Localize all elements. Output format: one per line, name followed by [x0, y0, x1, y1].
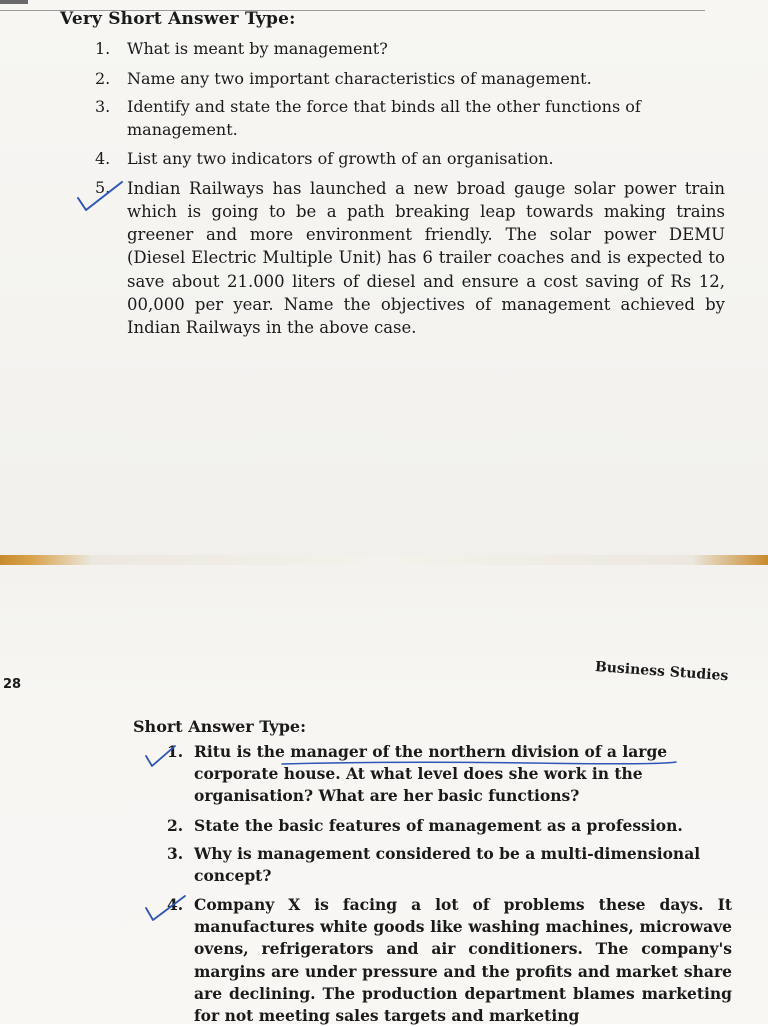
question-number: 3. — [167, 844, 184, 863]
question-list-short — [167, 741, 732, 1027]
question-item — [167, 894, 732, 1027]
question-number: 1. — [167, 742, 184, 761]
question-text: List any two indicators of growth of an organisation. — [127, 149, 554, 168]
section-heading-short: Short Answer Type: — [133, 717, 306, 736]
question-text: Name any two important characteristics of management. — [127, 68, 592, 88]
question-item — [167, 815, 732, 837]
question-number: 5. — [95, 177, 111, 197]
page-number: 28 — [3, 677, 22, 692]
question-text: Identify and state the force that binds all the other functions of management. — [127, 97, 641, 139]
question-text: Why is management considered to be a multi-dimensional concept? — [194, 844, 701, 885]
question-number: 1. — [95, 39, 111, 58]
question-item — [95, 96, 725, 141]
question-number: 2. — [167, 816, 184, 835]
question-item — [167, 843, 732, 887]
question-list-very-short — [95, 38, 725, 340]
question-item — [95, 68, 725, 91]
question-item — [167, 741, 732, 807]
question-item — [95, 148, 725, 171]
question-number: 4. — [95, 149, 111, 168]
section-heading-very-short: Very Short Answer Type: — [60, 9, 296, 29]
question-number: 2. — [95, 68, 111, 88]
running-head: Business Studies — [594, 659, 729, 685]
question-item — [95, 177, 725, 340]
question-text: Ritu is the manager of the northern division of a large corporate house. At what level does she work in the organisation? What are her basic functions? — [194, 742, 668, 805]
corner-mark — [0, 0, 28, 4]
question-item — [95, 38, 725, 61]
question-text: What is meant by management? — [127, 39, 388, 58]
question-text: State the basic features of management as a profession. — [194, 816, 683, 835]
question-number: 4. — [167, 895, 184, 914]
question-text: Indian Railways has launched a new broad gauge solar power train which is going to be a path breaking leap towards making trains greener and more environment friendly. The solar power DEMU (Diesel Electric Multiple Unit) has 6 trailer coaches and is expected to save about 21.000 liters of diesel and ensure a cost saving of Rs 12, 00,000 per year. Name the objectives of management achieved by Indian Railways in the above case. — [127, 178, 725, 338]
question-number: 3. — [95, 97, 111, 116]
question-text: Company X is facing a lot of problems these days. It manufactures white goods like washing machines, microwave ovens, refrigerators and air conditioners. The company's margins are under pressure and the profits and market share are declining. The production department blames marketing for not meeting sales targets and marketing — [194, 895, 732, 1026]
